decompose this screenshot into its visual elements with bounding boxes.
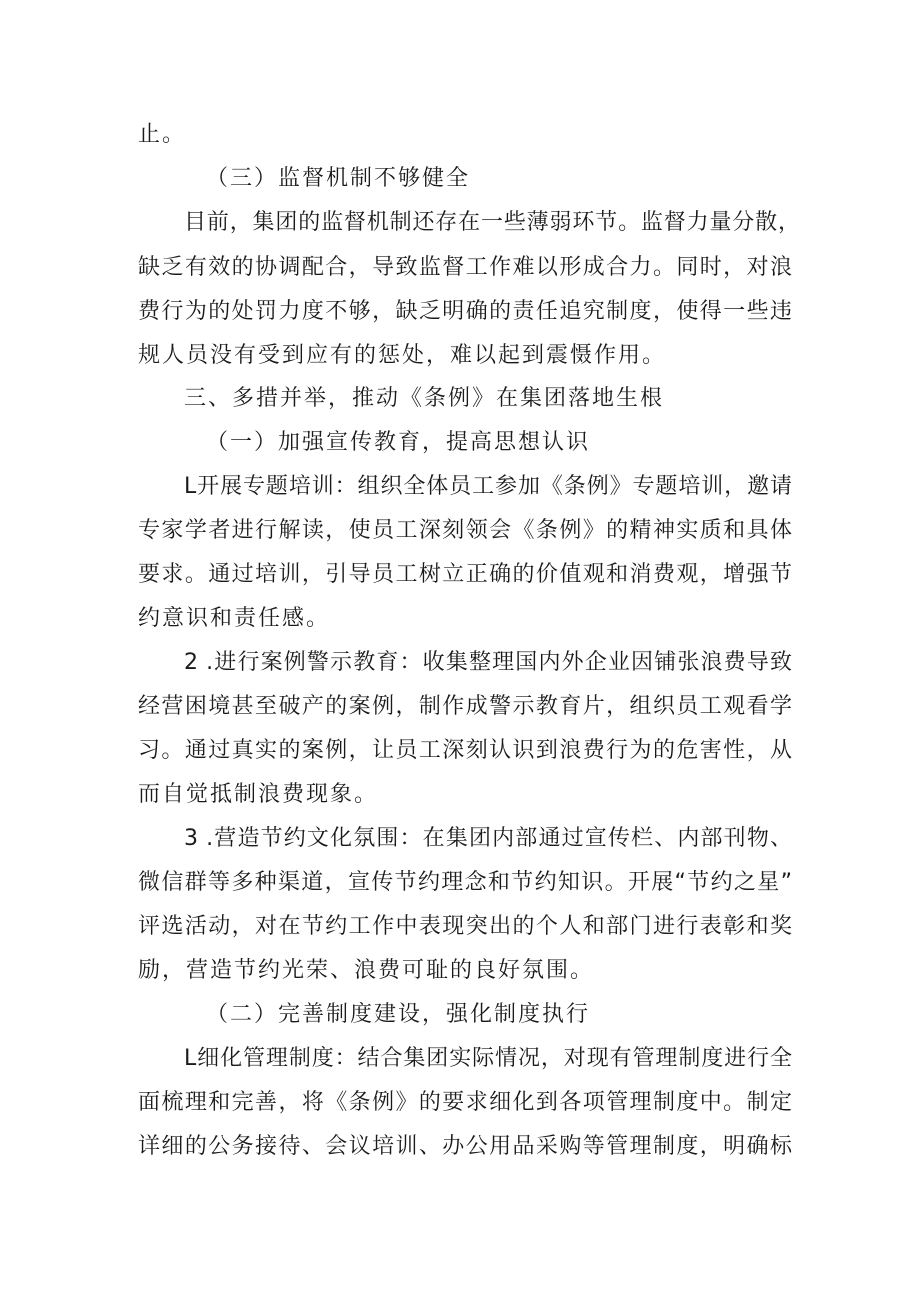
paragraph-line: 微信群等多种渠道，宣传节约理念和节约知识。开展“节约之星” [138,870,792,895]
paragraph-line: 习。通过真实的案例，让员工深刻认识到浪费行为的危害性，从 [138,738,792,763]
paragraph-line: 目前，集团的监督机制还存在一些薄弱环节。监督力量分散， [184,210,800,235]
paragraph-line: 要求。通过培训，引导员工树立正确的价值观和消费观，增强节 [138,562,792,587]
paragraph-line: 规人员没有受到应有的惩处，难以起到震慑作用。 [138,343,667,368]
paragraph-line: 约意识和责任感。 [138,606,331,631]
paragraph-line-end: 止。 [138,122,187,147]
section-heading-1: （一）加强宣传教育，提高思想认识 [206,430,591,455]
chapter-heading-3: 三、多措并举，推动《条例》在集团落地生根 [184,386,665,411]
paragraph-line: 而自觉抵制浪费现象。 [138,782,379,807]
paragraph-line: 励，营造节约光荣、浪费可耻的良好氛围。 [138,958,595,983]
paragraph-line: 费行为的处罚力度不够，缺乏明确的责任追究制度，使得一些违 [138,299,792,324]
paragraph-line: 2 .进行案例警示教育：收集整理国内外企业因铺张浪费导致 [184,650,792,675]
paragraph-line: L开展专题培训：组织全体员工参加《条例》专题培训，邀请 [184,474,792,499]
paragraph-line: 经营困境甚至破产的案例，制作成警示教育片，组织员工观看学 [138,694,792,719]
paragraph-line: 面梳理和完善，将《条例》的要求细化到各项管理制度中。制定 [138,1090,792,1115]
section-heading-3: （三）监督机制不够健全 [206,166,471,191]
paragraph-line: L细化管理制度：结合集团实际情况，对现有管理制度进行全 [184,1046,792,1071]
paragraph-line: 专家学者进行解读，使员工深刻领会《条例》的精神实质和具体 [138,518,792,543]
paragraph-line: 3 .营造节约文化氛围：在集团内部通过宣传栏、内部刊物、 [184,826,792,851]
paragraph-line: 评选活动，对在节约工作中表现突出的个人和部门进行表彰和奖 [138,914,792,939]
section-heading-2: （二）完善制度建设，强化制度执行 [206,1002,591,1027]
paragraph-line: 缺乏有效的协调配合，导致监督工作难以形成合力。同时，对浪 [138,255,792,280]
paragraph-line: 详细的公务接待、会议培训、办公用品采购等管理制度，明确标 [138,1134,792,1159]
